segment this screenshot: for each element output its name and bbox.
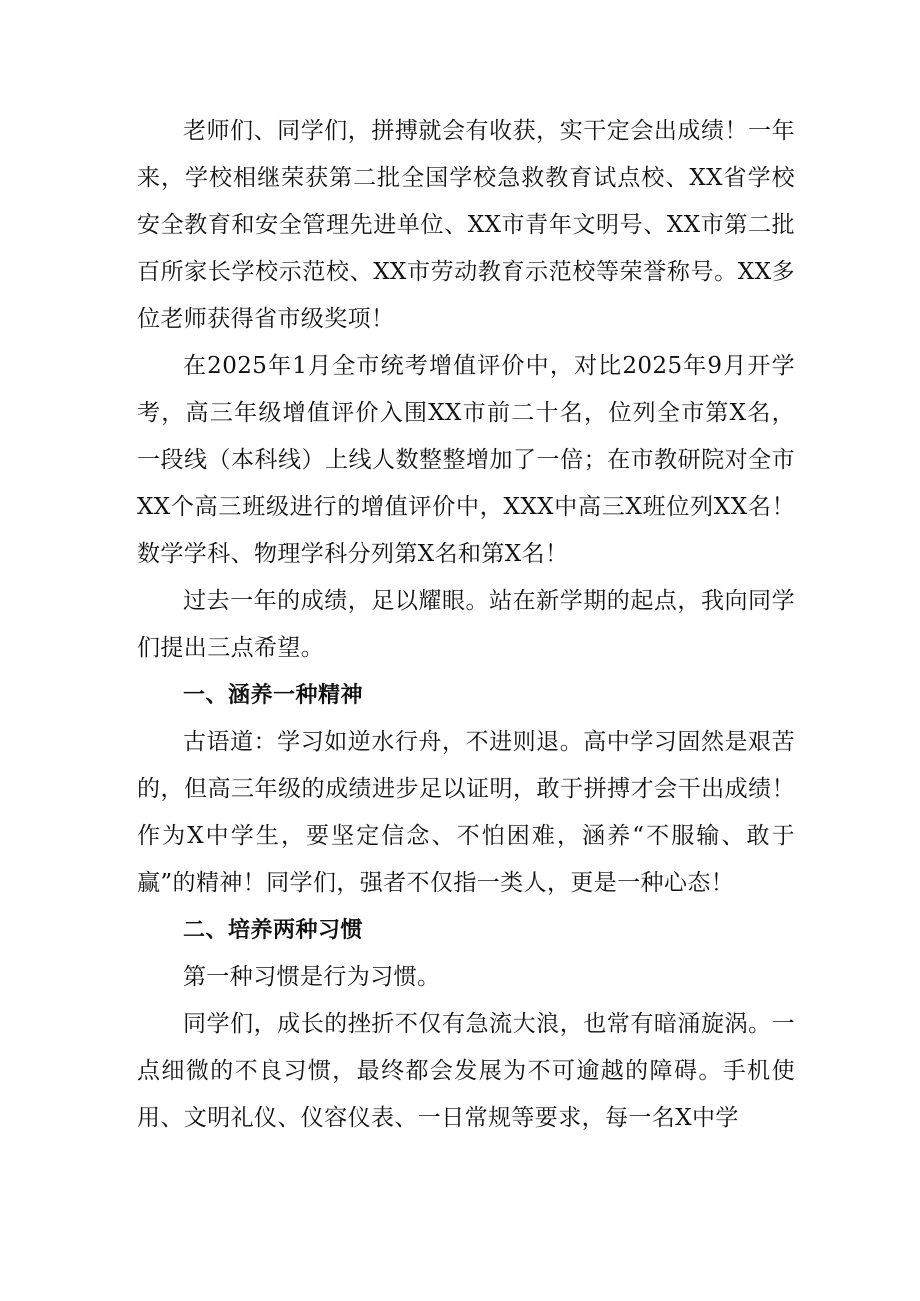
paragraph-exam-results: 在2025年1月全市统考增值评价中，对比2025年9月开学考，高三年级增值评价入围XX市前二十名，位列全市第X名，一段线（本科线）上线人数整整增加了一倍；在市教研院对全市XX个高三班级进行的增值评价中，XXX中高三X班位列XX名！数学学科、物理学科分列第X名和第X名！ <box>137 353 795 567</box>
paragraph-achievements: 老师们、同学们，拼搏就会有收获，实干定会出成绩！一年来，学校相继荣获第二批全国学校急救教育试点校、XX省学校安全教育和安全管理先进单位、XX市青年文明号、XX市第二批百所家长学校示范校、XX市劳动教育示范校等荣誉称号。XX多位老师获得省市级奖项！ <box>137 118 795 332</box>
paragraph-spirit: 古语道：学习如逆水行舟，不进则退。高中学习固然是艰苦的，但高三年级的成绩进步足以证明，敢于拼搏才会干出成绩！作为X中学生，要坚定信念、不怕困难，涵养“不服输、敢于赢”的精神！同学们，强者不仅指一类人，更是一种心态！ <box>137 729 795 896</box>
heading-habits: 二、培养两种习惯 <box>183 918 364 943</box>
paragraph-habit-details: 同学们，成长的挫折不仅有急流大浪，也常有暗涌旋涡。一点细微的不良习惯，最终都会发展为不可逾越的障碍。手机使用、文明礼仪、仪容仪表、一日常规等要求，每一名X中学 <box>137 1011 795 1131</box>
paragraph-three-hopes: 过去一年的成绩，足以耀眼。站在新学期的起点，我向同学们提出三点希望。 <box>137 588 795 661</box>
document-body <box>137 108 795 1142</box>
paragraph-first-habit: 第一种习惯是行为习惯。 <box>183 964 441 990</box>
heading-spirit: 一、涵养一种精神 <box>183 683 364 708</box>
